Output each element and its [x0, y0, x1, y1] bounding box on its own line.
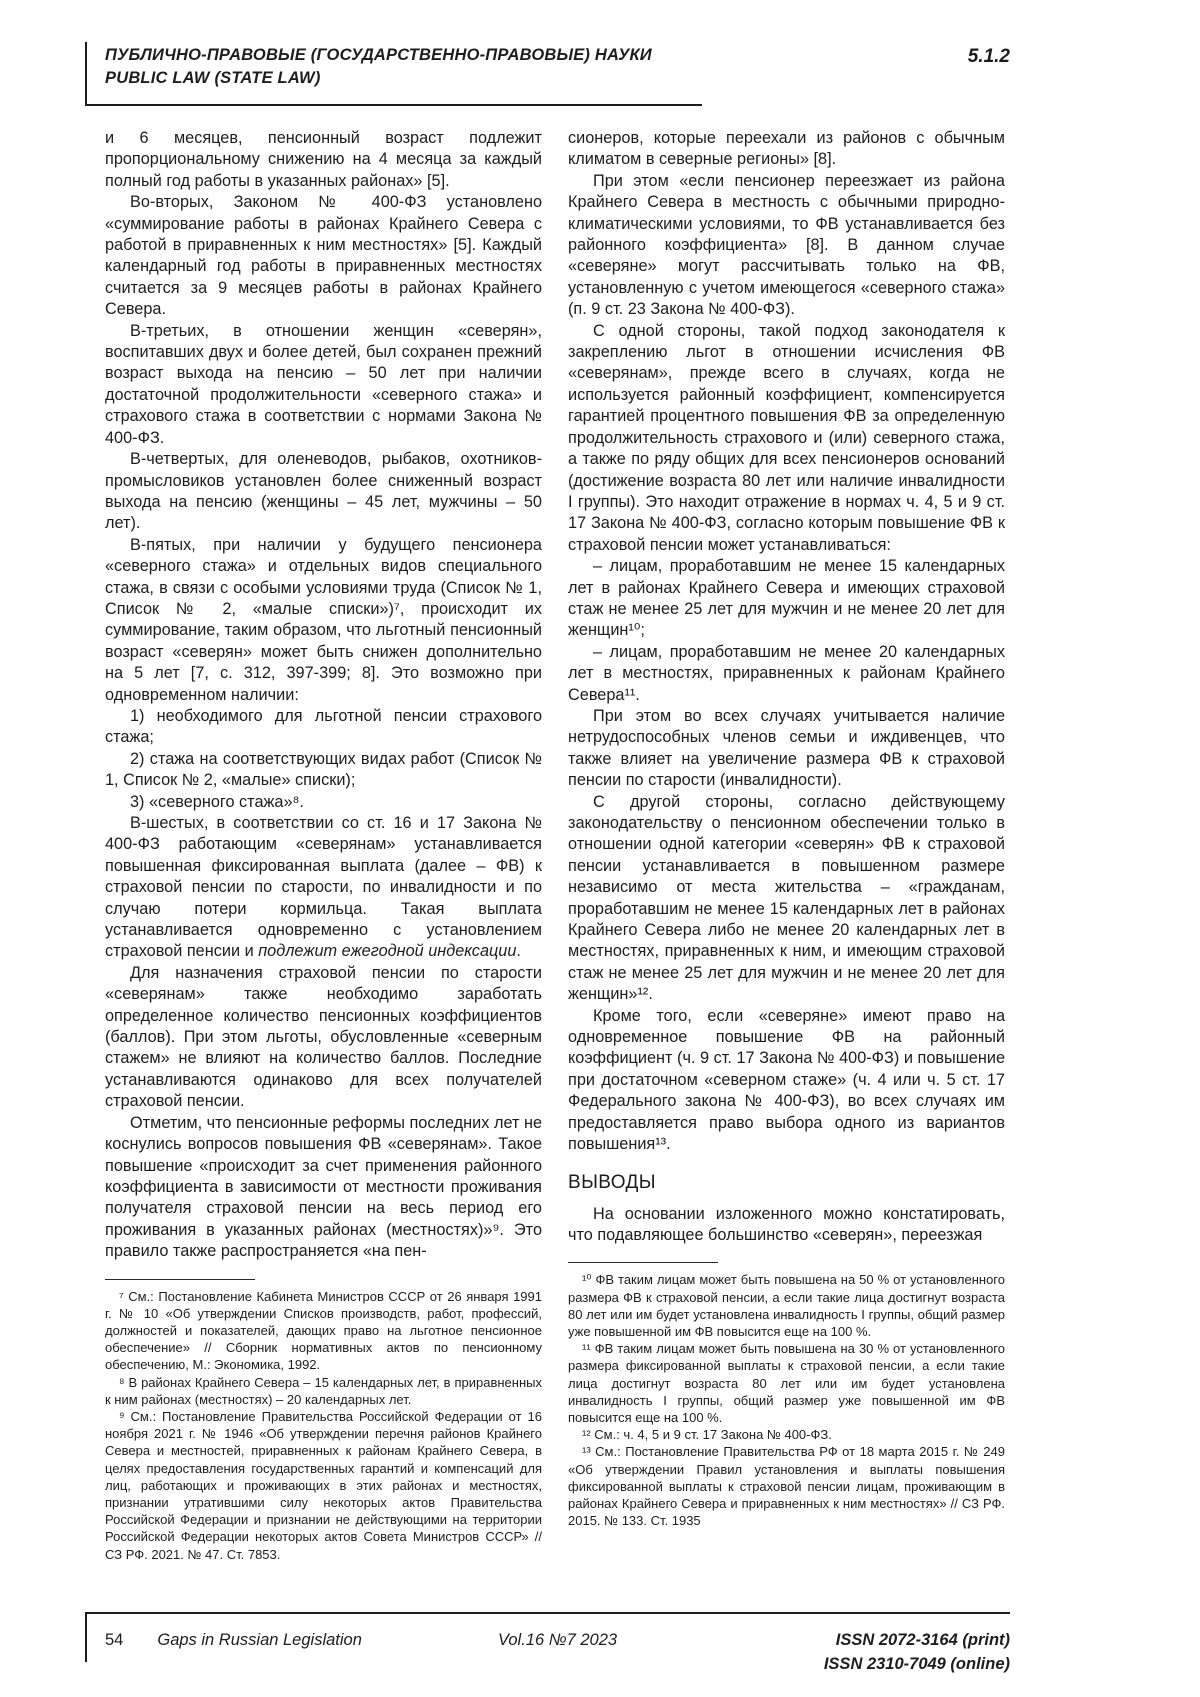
conclusions-heading: ВЫВОДЫ	[568, 1171, 656, 1193]
italic-emphasis: подлежит ежегодной индексации	[258, 942, 517, 961]
paragraph: На основании изложенного можно констатировать, что подавляющее большинство «северян», переезжая	[568, 1204, 1005, 1244]
footnote: ⁷ См.: Постановление Кабинета Министров СССР от 26 января 1991 г. № 10 «Об утверждении Списков производств, работ, профессий, должностей и показателей, дающих право на льготное пенсионное обеспечение» // Сборник нормативных актов по пенсионному обеспечению, М.: Экономика, 1992.	[105, 1288, 542, 1373]
footnote: ⁸ В районах Крайнего Севера – 15 календарных лет, в приравненных к ним районах (местностях) – 20 календарных лет.	[105, 1374, 542, 1407]
paragraph: Кроме того, если «северяне» имеют право на одновременное повышение ФВ на районный коэффициент (ч. 9 ст. 17 Закона № 400-ФЗ) и повышение при достаточном «северном стаже» (ч. 4 или ч. 5 ст. 17 Федерального закона № 400-ФЗ), во всех случаях им предоставляется право выбора одного из вариантов повышения¹³.	[568, 1006, 1005, 1154]
paragraph: В-третьих, в отношении женщин «северян», воспитавших двух и более детей, был сохранен прежний возраст выхода на пенсию – 50 лет при наличии достаточной продолжительности «северного стажа» и страхового стажа в соответствии с нормами Закона № 400-ФЗ.	[105, 321, 542, 447]
footnote: ¹² См.: ч. 4, 5 и 9 ст. 17 Закона № 400-ФЗ.	[582, 1427, 832, 1443]
paragraph: и 6 месяцев, пенсионный возраст подлежит пропорциональному снижению на 4 месяца за каждый полный год работы в указанных районах» [5].	[105, 129, 542, 190]
paragraph: В-четвертых, для оленеводов, рыбаков, охотников-промысловиков установлен более сниженный возраст выхода на пенсию (женщины – 45 лет, мужчины – 50 лет).	[105, 450, 542, 533]
article-body	[105, 128, 1005, 1598]
section-code: 5.1.2	[967, 46, 1010, 67]
footnote-separator	[105, 1279, 255, 1280]
journal-title: Gaps in Russian Legislation	[157, 1631, 362, 1649]
footnote: ¹³ См.: Постановление Правительства РФ от 18 марта 2015 г. № 249 «Об утверждении Правил установления и выплаты повышения фиксированной выплаты к страховой пенсии лицам, проживающим в районах Крайнего Севера и приравненных к ним местностях» // СЗ РФ. 2015. № 133. Ст. 1935	[568, 1444, 1005, 1529]
footnote: ¹¹ ФВ таким лицам может быть повышена на 30 % от установленного размера фиксированной выплаты к страховой пенсии, а если такие лица достигнут возраста 80 лет или им будет установлена инвалидность I группы, общий размер уже повышенной им ФВ повысится еще на 100 %.	[568, 1341, 1005, 1425]
subject-heading-ru: ПУБЛИЧНО-ПРАВОВЫЕ (ГОСУДАРСТВЕННО-ПРАВОВЫЕ) НАУКИ	[105, 46, 652, 64]
issn-print: ISSN 2072-3164 (print)	[835, 1631, 1011, 1649]
footnote: ¹⁰ ФВ таким лицам может быть повышена на 50 % от установленного размера ФВ к страховой пенсии, а если такие лица достигнут возраста 80 лет или им будет установлена инвалидность I группы, общий размер уже повышенной им ФВ повысится еще на 100 %.	[568, 1272, 1005, 1339]
paragraph: Для назначения страховой пенсии по старости «северянам» также необходимо заработать определенное количество пенсионных коэффициентов (баллов). При этом льготы, обусловленные «северным стажем» не влияют на количество баллов. Последние устанавливаются одинаково для всех получателей страховой пенсии.	[105, 963, 542, 1111]
paragraph: С другой стороны, согласно действующему законодательству о пенсионном обеспечении только в отношении одной категории «северян» ФВ к страховой пенсии устанавливается в повышенном размере независимо от места жительства – «гражданам, проработавшим не менее 15 календарных лет в районах Крайнего Севера либо не менее 20 календарных лет в местностях, приравненных к ним, и имеющим страховой стаж не менее 25 лет для мужчин и не менее 20 лет для женщин»¹².	[568, 792, 1005, 1004]
subject-heading-en: PUBLIC LAW (STATE LAW)	[105, 69, 321, 87]
paragraph	[105, 813, 542, 963]
paragraph-text: .	[516, 942, 521, 961]
paragraph: Во-вторых, Законом № 400-ФЗ установлено «суммирование работы в районах Крайнего Севера с работой в приравненных к ним местностях» [5]. Каждый календарный год работы в приравненных местностях считается за 9 месяцев работы в районах Крайнего Севера.	[105, 193, 542, 319]
list-item: – лицам, проработавшим не менее 15 календарных лет в районах Крайнего Севера и имеющих страховой стаж не менее 25 лет для мужчин и не менее 20 лет для женщин¹⁰;	[568, 557, 1005, 640]
footnote: ⁹ См.: Постановление Правительства Российской Федерации от 16 ноября 2021 г. № 1946 «Об утверждении перечня районов Крайнего Севера и местностей, приравненных к районам Крайнего Севера, в целях предоставления государственных гарантий и компенсаций для лиц, работающих и проживающих в этих районах и местностях, признании утратившими силу некоторых актов Правительства Российской Федерации и признании не действующими на территории Российской Федерации некоторых актов Совета Министров СССР» // СЗ РФ. 2021. № 47. Ст. 7853.	[105, 1408, 542, 1562]
left-column	[105, 128, 542, 1598]
list-item: 3) «северного стажа»⁸.	[130, 792, 304, 811]
paragraph-text: В-шестых, в соответствии со ст. 16 и 17 Закона № 400-ФЗ работающим «северянам» устанавливается повышенная фиксированная выплата (далее – ФВ) к страховой пенсии по старости, по инвалидности и по случаю потери кормильца. Такая выплата устанавливается одновременно с установлением страховой пенсии и	[105, 814, 542, 961]
issn-block	[708, 1628, 1010, 1676]
paragraph: Отметим, что пенсионные реформы последних лет не коснулись вопросов повышения ФВ «северянам». Такое повышение «происходит за счет применения районного коэффициента в зависимости от местности проживания получателя страховой пенсии на весь период его проживания в указанных районах (местностях)»⁹. Это правило также распространяется «на пен-	[105, 1113, 542, 1261]
paragraph: При этом «если пенсионер переезжает из района Крайнего Севера в местность с обычными природно-климатическими условиями, то ФВ устанавливается без районного коэффициента» [8]. В данном случае «северяне» могут рассчитывать только на ФВ, установленную с учетом имеющегося «северного стажа» (п. 9 ст. 23 Закона № 400-ФЗ).	[568, 171, 1005, 319]
list-item: 2) стажа на соответствующих видах работ (Список № 1, Список № 2, «малые» списки);	[105, 749, 542, 790]
footnote-separator	[568, 1262, 718, 1263]
paragraph: В-пятых, при наличии у будущего пенсионера «северного стажа» и отдельных видов специального стажа, в связи с особыми условиями труда (Список № 1, Список № 2, «малые списки»)⁷, происходит их суммирование, таким образом, что льготный пенсионный возраст «северян» может быть снижен дополнительно на 5 лет [7, с. 312, 397-399; 8]. Это возможно при одновременном наличии:	[105, 535, 542, 704]
header-rule	[85, 104, 702, 106]
paragraph: При этом во всех случаях учитывается наличие нетрудоспособных членов семьи и иждивенцев, что также влияет на увеличение размера ФВ к страховой пенсии по старости (инвалидности).	[568, 706, 1005, 790]
page-header	[105, 44, 745, 90]
issn-online: ISSN 2310-7049 (online)	[823, 1655, 1011, 1673]
right-column	[568, 128, 1005, 1598]
issue-info: Vol.16 №7 2023	[497, 1631, 618, 1649]
header-left-rule	[85, 42, 87, 106]
paragraph: сионеров, которые переехали из районов с обычным климатом в северные регионы» [8].	[568, 129, 1005, 169]
footer-left	[105, 1628, 407, 1652]
footer-left-rule	[85, 1612, 87, 1662]
page-number: 54	[105, 1631, 124, 1649]
footer-rule	[85, 1612, 1010, 1614]
page-footer	[105, 1628, 1010, 1676]
list-item: 1) необходимого для льготной пенсии страхового стажа;	[105, 706, 542, 747]
paragraph: С одной стороны, такой подход законодателя к закреплению льгот в отношении исчисления ФВ «северянам», прежде всего в случаях, когда не используется районный коэффициент, компенсируется гарантией процентного повышения ФВ за определенную продолжительность страхового и (или) северного стажа, а также по ряду общих для всех пенсионеров оснований (достижение возраста 80 лет или наличие инвалидности I группы). Это находит отражение в нормах ч. 4, 5 и 9 ст. 17 Закона № 400-ФЗ, согласно которым повышение ФВ к страховой пенсии может устанавливаться:	[568, 321, 1005, 554]
list-item: – лицам, проработавшим не менее 20 календарных лет в местностях, приравненных к районам Крайнего Севера¹¹.	[568, 642, 1005, 704]
